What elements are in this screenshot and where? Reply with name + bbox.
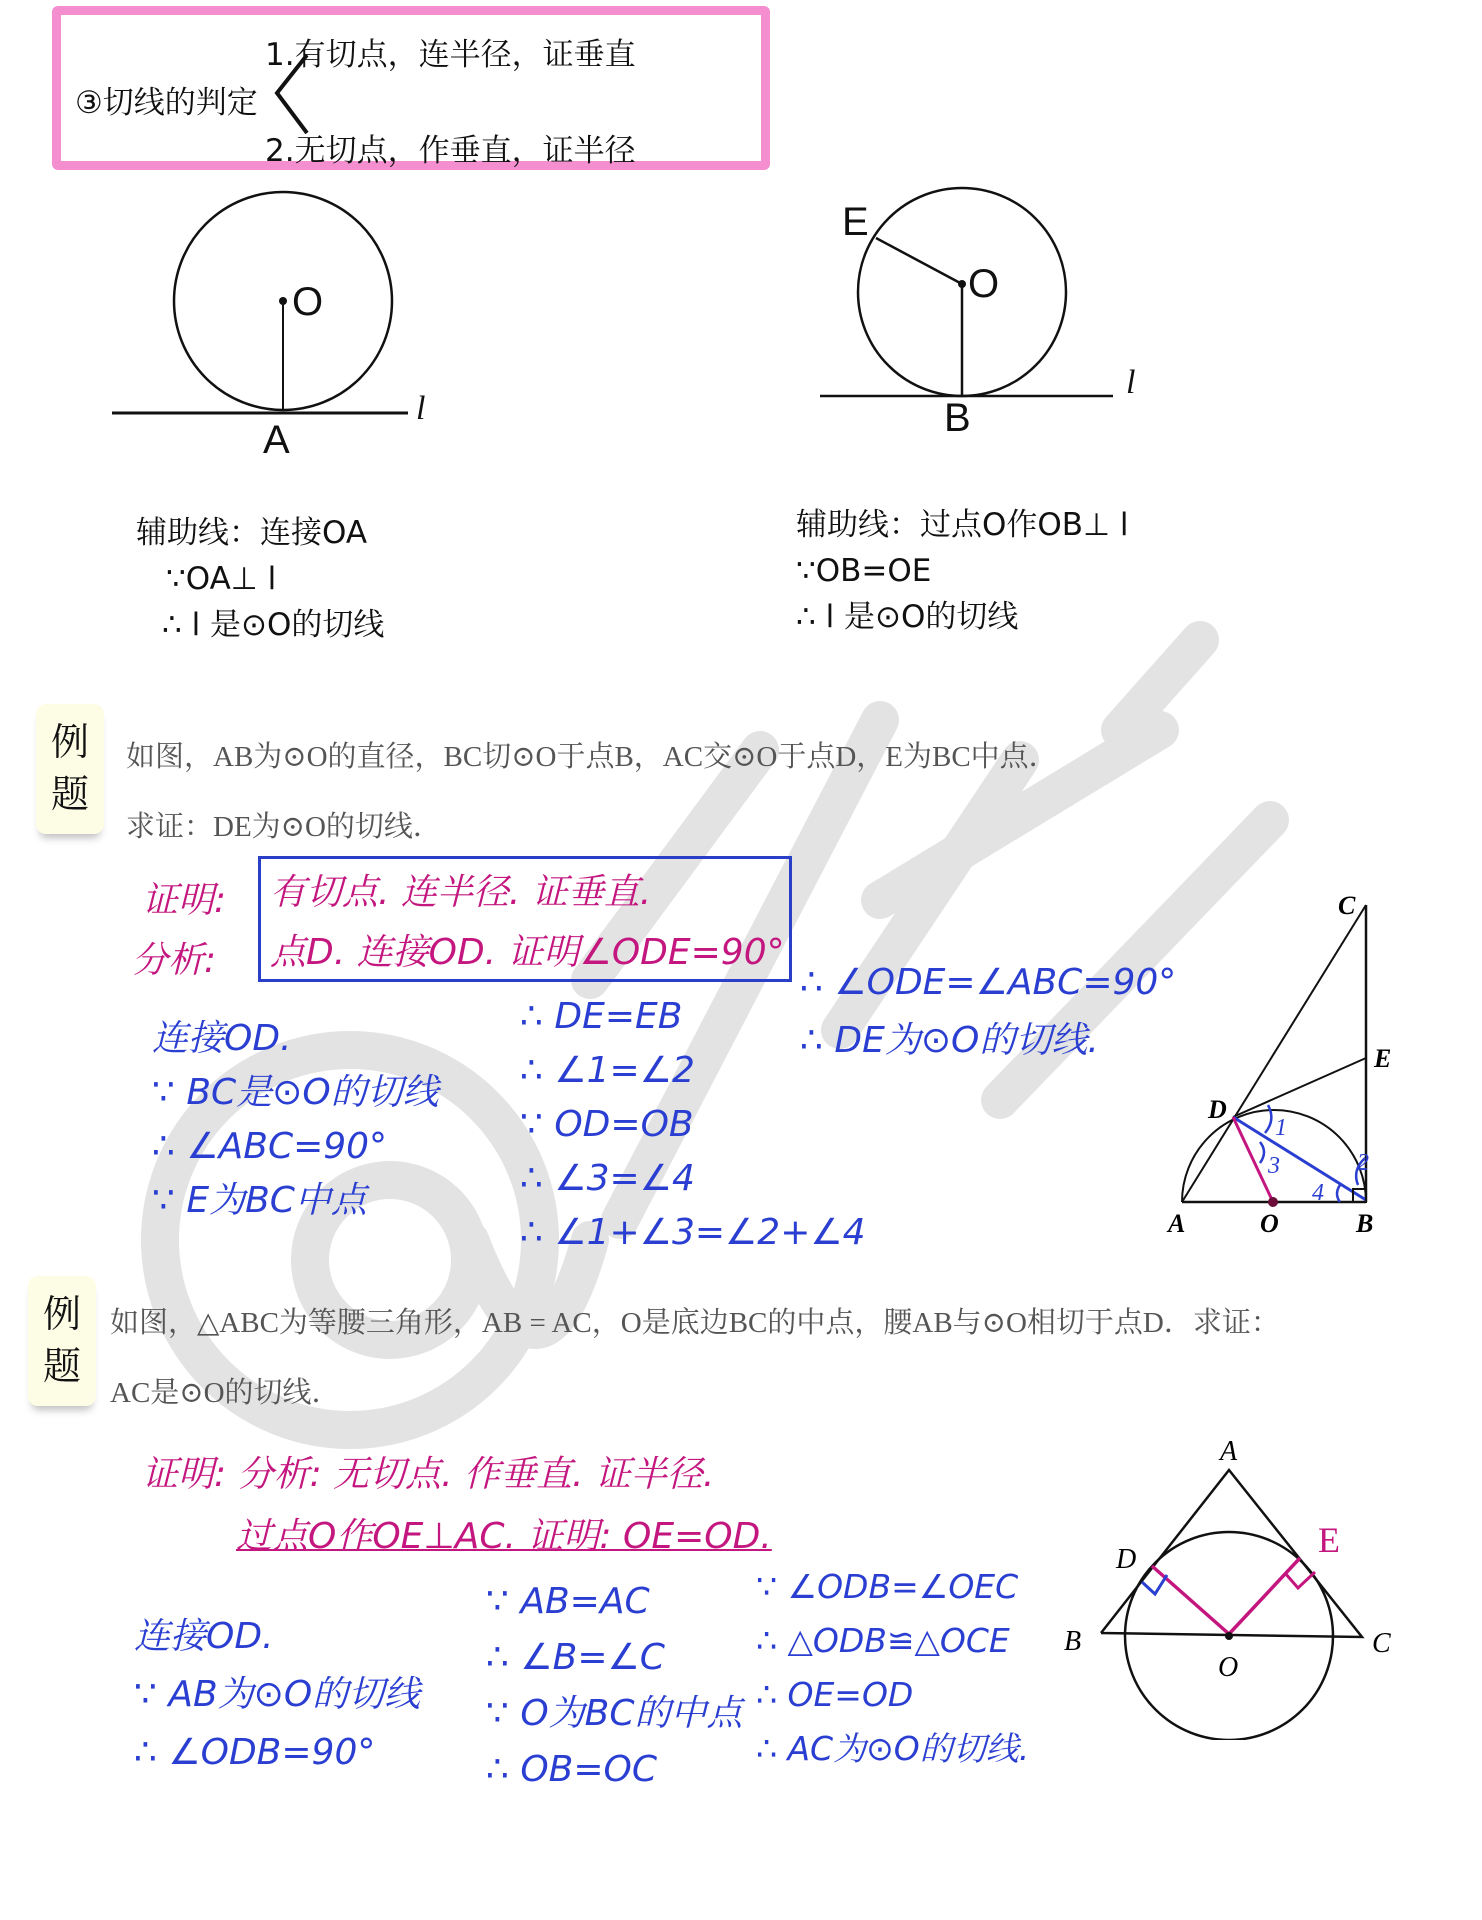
step: ∴ DE=EB [520,996,683,1037]
step: ∵ E为BC中点 [152,1180,367,1221]
analysis-line-2: 点D. 连接OD. 证明∠ODE=90° [270,932,785,973]
step: ∴ AC为⊙O的切线. [756,1729,1030,1768]
step: 连接OD. [134,1616,274,1657]
step: ∴ ∠B=∠C [486,1637,665,1678]
step: ∴ ∠1+∠3=∠2+∠4 [520,1212,866,1253]
example1-figure [1160,880,1420,1240]
example2-analysis-line1: 证明: 分析: 无切点. 作垂直. 证半径. [142,1454,715,1495]
example-badge-2 [28,1276,96,1406]
badge-char: 题 [42,1344,81,1388]
step: ∵ AB为⊙O的切线 [134,1674,421,1715]
svg-text:B: B [1356,1209,1374,1238]
badge-char: 例 [50,720,89,764]
step: ∵ AB=AC [486,1581,650,1622]
step: ∴ ∠1=∠2 [520,1050,695,1091]
angle-4: 4 [1312,1180,1324,1206]
example2-analysis-line2: 过点O作OE⊥AC. 证明: OE=OD. [236,1516,772,1557]
example2-problem-line1: 如图，△ABC为等腰三角形，AB = AC，O是底边BC的中点，腰AB与⊙O相切于点D．求证： [110,1307,1280,1339]
example1-steps-col1 [152,1012,439,1228]
svg-text:E: E [1374,1044,1392,1073]
step: ∴ ∠ODE=∠ABC=90° [800,962,1177,1003]
figure-tangent-with-point [100,190,460,470]
example2-problem-line2: AC是⊙O的切线． [110,1377,341,1409]
svg-text:C: C [1372,1628,1391,1659]
angle-1: 1 [1275,1115,1287,1141]
example2-steps-col2 [486,1574,743,1798]
rule-2: 2.无切点，作垂直，证半径 [265,133,636,169]
example2-steps-col1 [134,1608,420,1782]
label-B: B [944,396,971,440]
svg-text:D: D [1208,1095,1227,1124]
rule-1: 1.有切点，连半径，证垂直 [265,37,636,73]
proof-label: 证明: [142,880,227,921]
step: 连接OD. [152,1018,292,1059]
label-E-handwritten: E [1318,1520,1340,1560]
example2-figure [1060,1420,1420,1740]
angle-2: 2 [1357,1150,1369,1176]
svg-text:D: D [1116,1544,1137,1575]
angle-3: 3 [1268,1153,1280,1179]
step: ∴ DE为⊙O的切线. [800,1020,1099,1061]
right-note-1: 辅助线：过点O作OB⊥ l [796,507,1129,543]
svg-text:A: A [1220,1436,1238,1467]
svg-text:C: C [1338,891,1356,920]
label-O: O [292,280,324,324]
step: ∴ OB=OC [486,1749,658,1790]
example-badge-1 [36,704,104,834]
left-note-1: 辅助线：连接OA [136,515,368,551]
example2-steps-col3 [756,1560,1029,1776]
label-l-right: l [1126,364,1136,401]
step: ∵ ∠ODB=∠OEC [756,1567,1019,1606]
example1-steps-col3 [800,954,1176,1070]
svg-text:O: O [1218,1652,1239,1683]
svg-text:A: A [1168,1209,1186,1238]
analysis-label: 分析: [132,940,217,981]
right-note-3: ∴ l 是⊙O的切线 [796,599,1019,635]
step: ∴ ∠ABC=90° [152,1126,388,1167]
label-E: E [842,200,869,244]
svg-text:O: O [1260,1209,1279,1238]
left-notes [136,510,384,648]
label-A: A [263,418,290,462]
step: ∵ O为BC的中点 [486,1693,743,1734]
step: ∴ OE=OD [756,1675,914,1714]
step: ∵ OD=OB [520,1104,694,1145]
label-O-right: O [968,262,1000,306]
left-note-3: ∴ l 是⊙O的切线 [162,607,385,643]
example1-problem-line1: 如图，AB为⊙O的直径，BC切⊙O于点B，AC交⊙O于点D，E为BC中点． [126,741,1058,773]
step: ∵ BC是⊙O的切线 [152,1072,439,1113]
left-note-2: ∵OA⊥ l [166,561,277,597]
right-note-2: ∵OB=OE [796,553,932,589]
badge-char: 例 [42,1292,81,1336]
figure-tangent-without-point [800,180,1180,440]
right-notes [796,502,1129,640]
example1-problem-line2: 求证：DE为⊙O的切线． [126,811,442,843]
step: ∴ ∠ODB=90° [134,1732,376,1773]
step: ∴ ∠3=∠4 [520,1158,695,1199]
summary-title: ③切线的判定 [75,85,258,121]
badge-char: 题 [50,772,89,816]
svg-text:B: B [1064,1626,1082,1657]
summary-box [52,6,770,170]
analysis-line-1: 有切点. 连半径. 证垂直. [270,872,652,913]
step: ∴ △ODB≌△OCE [756,1621,1010,1660]
label-l: l [416,390,426,427]
